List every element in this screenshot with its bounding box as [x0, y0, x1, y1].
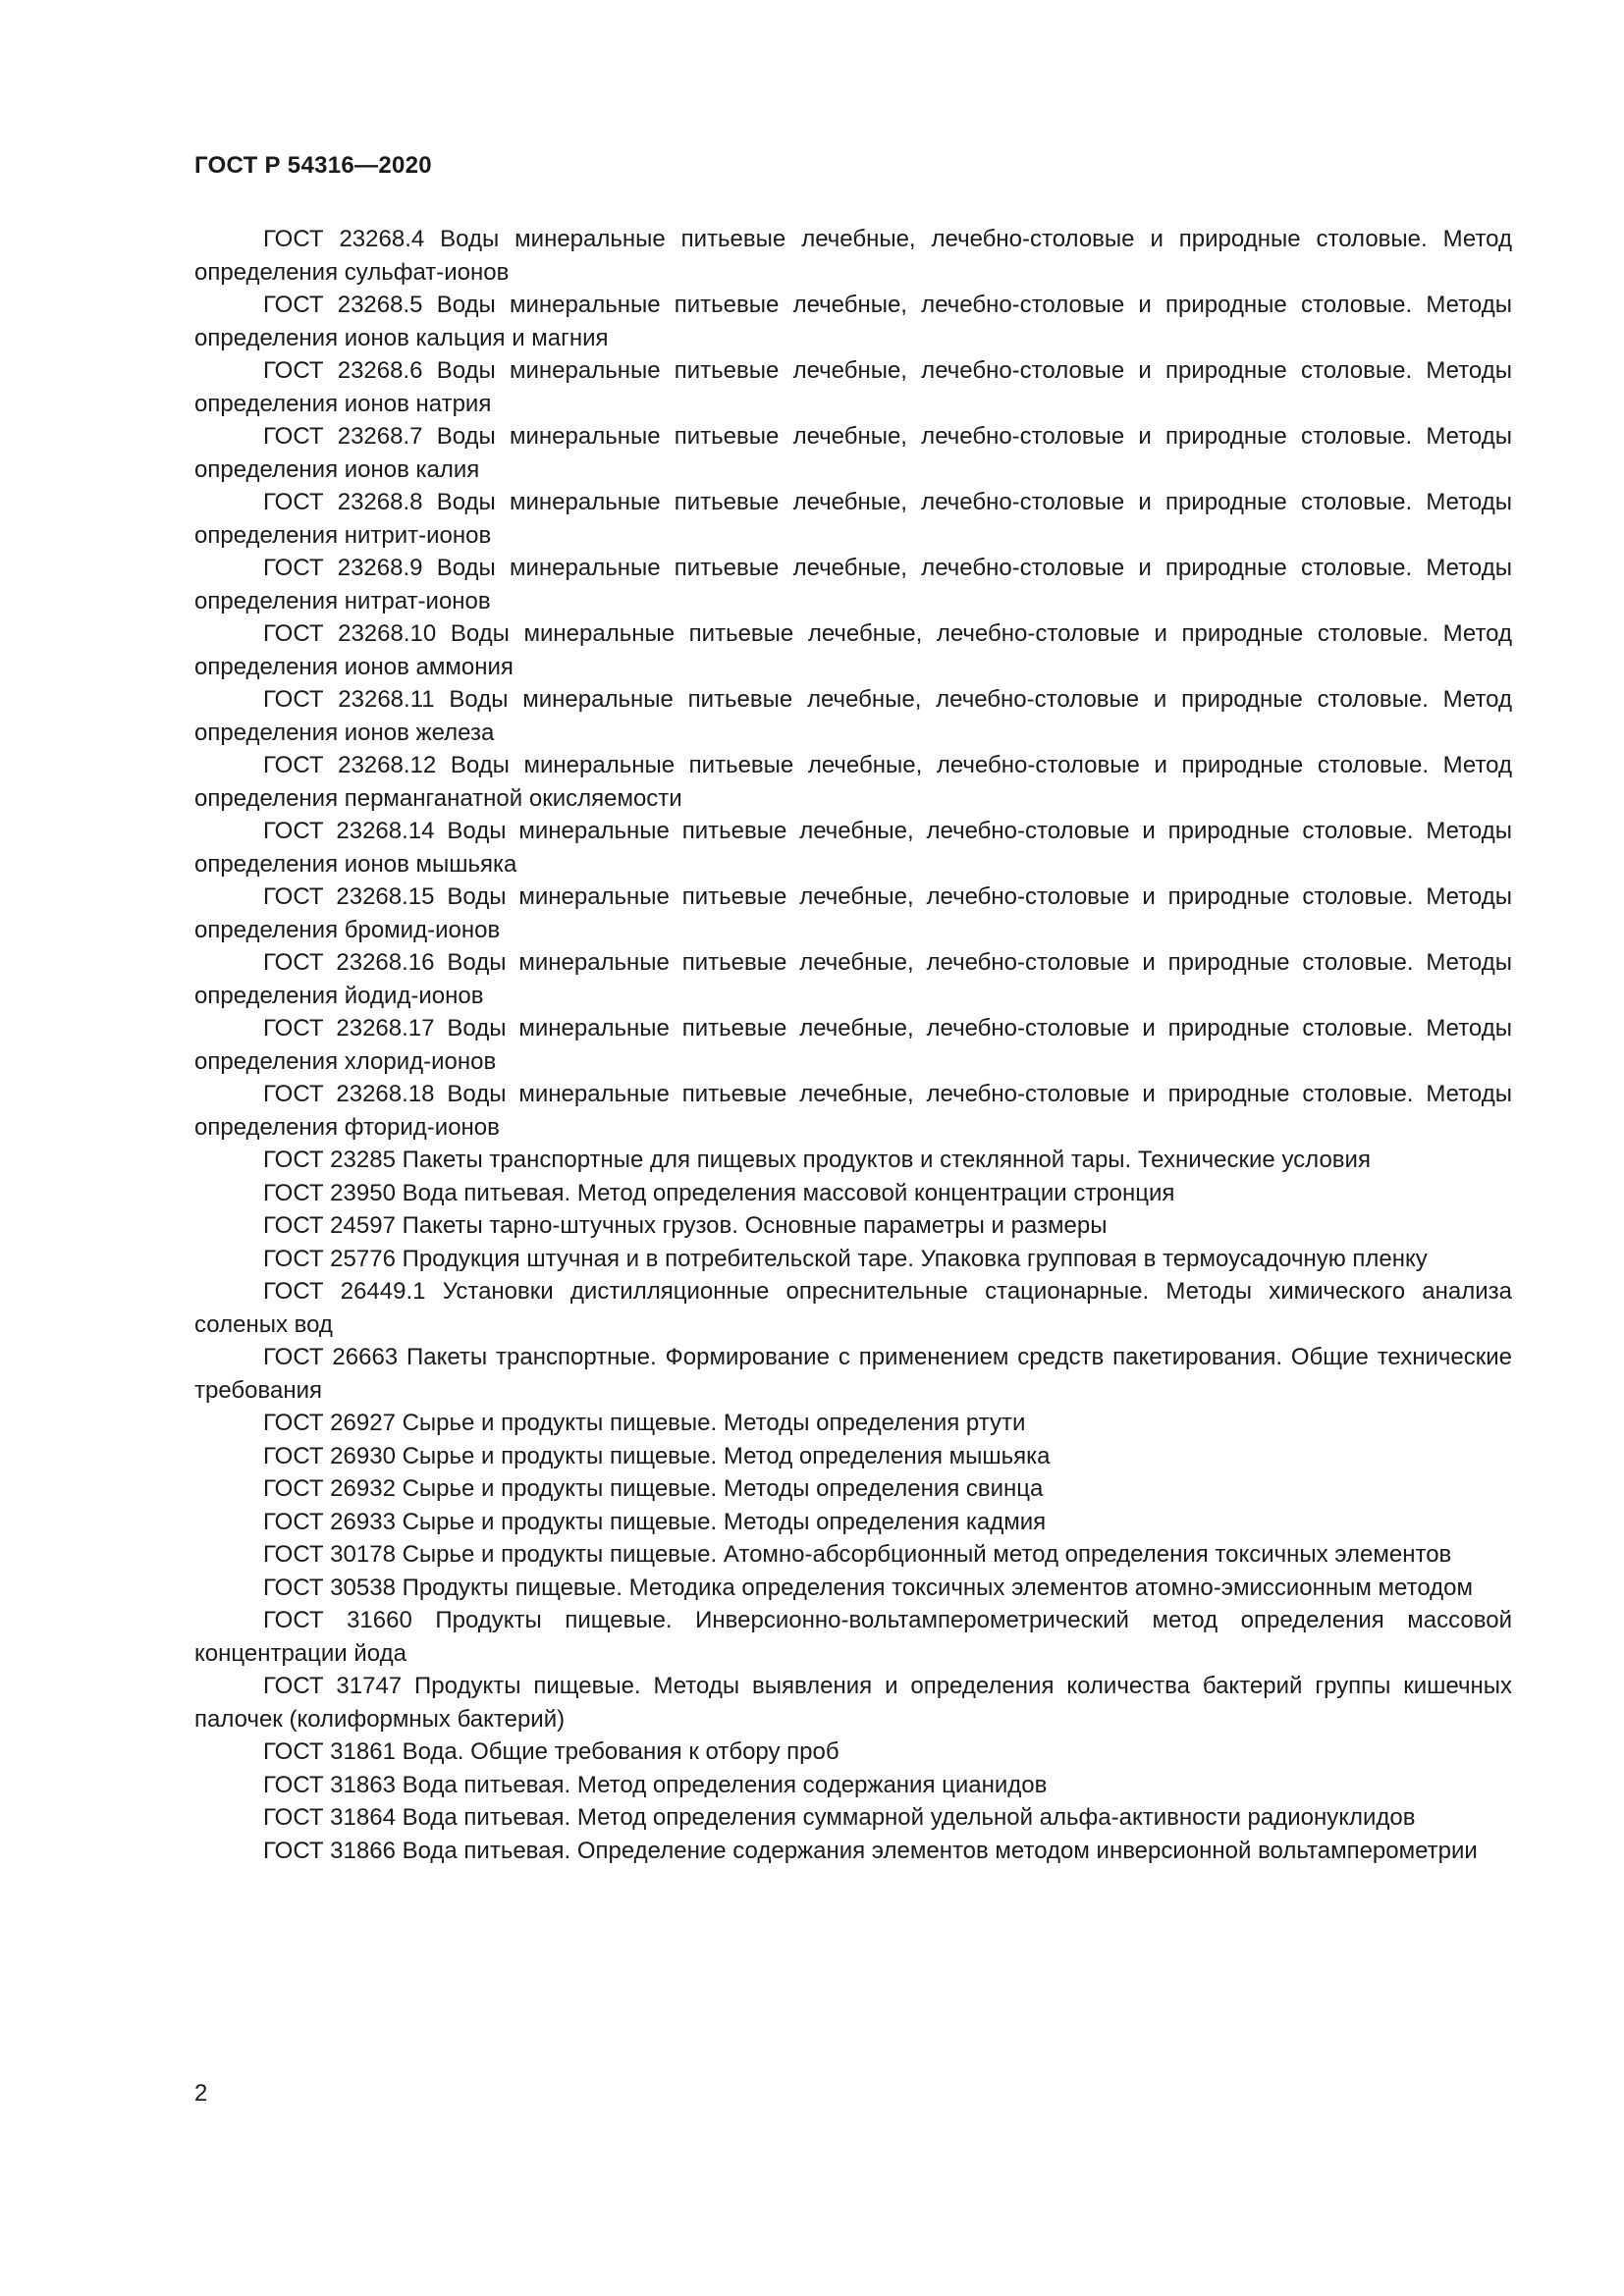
reference-entry: ГОСТ 23268.4 Воды минеральные питьевые лечебные, лечебно-столовые и природные столовые. Метод определения сульфат-ионов — [194, 226, 1512, 286]
reference-entry: ГОСТ 23268.17 Воды минеральные питьевые лечебные, лечебно-столовые и природные столовые. Методы определения хлорид-ионов — [194, 1015, 1512, 1075]
reference-entry: ГОСТ 26930 Сырье и продукты пищевые. Метод определения мышьяка — [263, 1442, 1051, 1469]
reference-entry: ГОСТ 25776 Продукция штучная и в потребительской таре. Упаковка групповая в термоусадочную пленку — [263, 1245, 1428, 1272]
reference-entry: ГОСТ 23268.14 Воды минеральные питьевые лечебные, лечебно-столовые и природные столовые. Методы определения ионов мышьяка — [194, 818, 1512, 878]
reference-entry: ГОСТ 23268.9 Воды минеральные питьевые лечебные, лечебно-столовые и природные столовые. Методы определения нитрат-ионов — [194, 555, 1512, 614]
reference-entry: ГОСТ 26933 Сырье и продукты пищевые. Методы определения кадмия — [263, 1508, 1047, 1535]
normative-references-list — [194, 223, 1512, 1867]
reference-entry: ГОСТ 24597 Пакеты тарно-штучных грузов. Основные параметры и размеры — [263, 1212, 1108, 1239]
reference-entry: ГОСТ 23950 Вода питьевая. Метод определения массовой концентрации стронция — [263, 1179, 1175, 1206]
reference-entry: ГОСТ 23268.5 Воды минеральные питьевые лечебные, лечебно-столовые и природные столовые. Методы определения ионов кальция и магния — [194, 292, 1512, 351]
reference-entry: ГОСТ 23268.7 Воды минеральные питьевые лечебные, лечебно-столовые и природные столовые. Методы определения ионов калия — [194, 423, 1512, 483]
reference-entry: ГОСТ 30178 Сырье и продукты пищевые. Атомно-абсорбционный метод определения токсичных элементов — [263, 1541, 1452, 1568]
reference-entry: ГОСТ 26449.1 Установки дистилляционные опреснительные стационарные. Методы химического анализа соленых вод — [194, 1278, 1512, 1338]
reference-entry: ГОСТ 23268.6 Воды минеральные питьевые лечебные, лечебно-столовые и природные столовые. Методы определения ионов натрия — [194, 357, 1512, 417]
reference-entry: ГОСТ 23268.11 Воды минеральные питьевые лечебные, лечебно-столовые и природные столовые. Метод определения ионов железа — [194, 686, 1512, 746]
reference-entry: ГОСТ 23268.15 Воды минеральные питьевые лечебные, лечебно-столовые и природные столовые. Методы определения бромид-ионов — [194, 883, 1512, 943]
reference-entry: ГОСТ 26932 Сырье и продукты пищевые. Методы определения свинца — [263, 1475, 1044, 1502]
reference-entry: ГОСТ 31861 Вода. Общие требования к отбору проб — [263, 1738, 839, 1765]
reference-entry: ГОСТ 31660 Продукты пищевые. Инверсионно-вольтамперометрический метод определения массовой концентрации йода — [194, 1607, 1512, 1667]
reference-entry: ГОСТ 31863 Вода питьевая. Метод определения содержания цианидов — [263, 1771, 1048, 1798]
reference-entry: ГОСТ 23268.10 Воды минеральные питьевые лечебные, лечебно-столовые и природные столовые. Метод определения ионов аммония — [194, 620, 1512, 680]
reference-entry: ГОСТ 31864 Вода питьевая. Метод определения суммарной удельной альфа-активности радионуклидов — [263, 1804, 1416, 1831]
page-number: 2 — [194, 2080, 208, 2107]
reference-entry: ГОСТ 23285 Пакеты транспортные для пищевых продуктов и стеклянной тары. Технические условия — [263, 1147, 1371, 1173]
reference-entry: ГОСТ 23268.16 Воды минеральные питьевые лечебные, лечебно-столовые и природные столовые. Методы определения йодид-ионов — [194, 949, 1512, 1009]
document-header: ГОСТ Р 54316—2020 — [194, 152, 432, 179]
reference-entry: ГОСТ 26663 Пакеты транспортные. Формирование с применением средств пакетирования. Общие технические требования — [194, 1344, 1512, 1404]
reference-entry: ГОСТ 23268.12 Воды минеральные питьевые лечебные, лечебно-столовые и природные столовые. Метод определения перманганатной окисляемости — [194, 752, 1512, 812]
reference-entry: ГОСТ 23268.8 Воды минеральные питьевые лечебные, лечебно-столовые и природные столовые. Методы определения нитрит-ионов — [194, 489, 1512, 549]
reference-entry: ГОСТ 23268.18 Воды минеральные питьевые лечебные, лечебно-столовые и природные столовые. Методы определения фторид-ионов — [194, 1081, 1512, 1141]
reference-entry: ГОСТ 31747 Продукты пищевые. Методы выявления и определения количества бактерий группы кишечных палочек (колиформных бактерий) — [194, 1673, 1512, 1733]
reference-entry: ГОСТ 30538 Продукты пищевые. Методика определения токсичных элементов атомно-эмиссионным методом — [263, 1574, 1473, 1601]
reference-entry: ГОСТ 26927 Сырье и продукты пищевые. Методы определения ртути — [263, 1410, 1026, 1436]
reference-entry: ГОСТ 31866 Вода питьевая. Определение содержания элементов методом инверсионной вольтамперометрии — [263, 1837, 1478, 1864]
